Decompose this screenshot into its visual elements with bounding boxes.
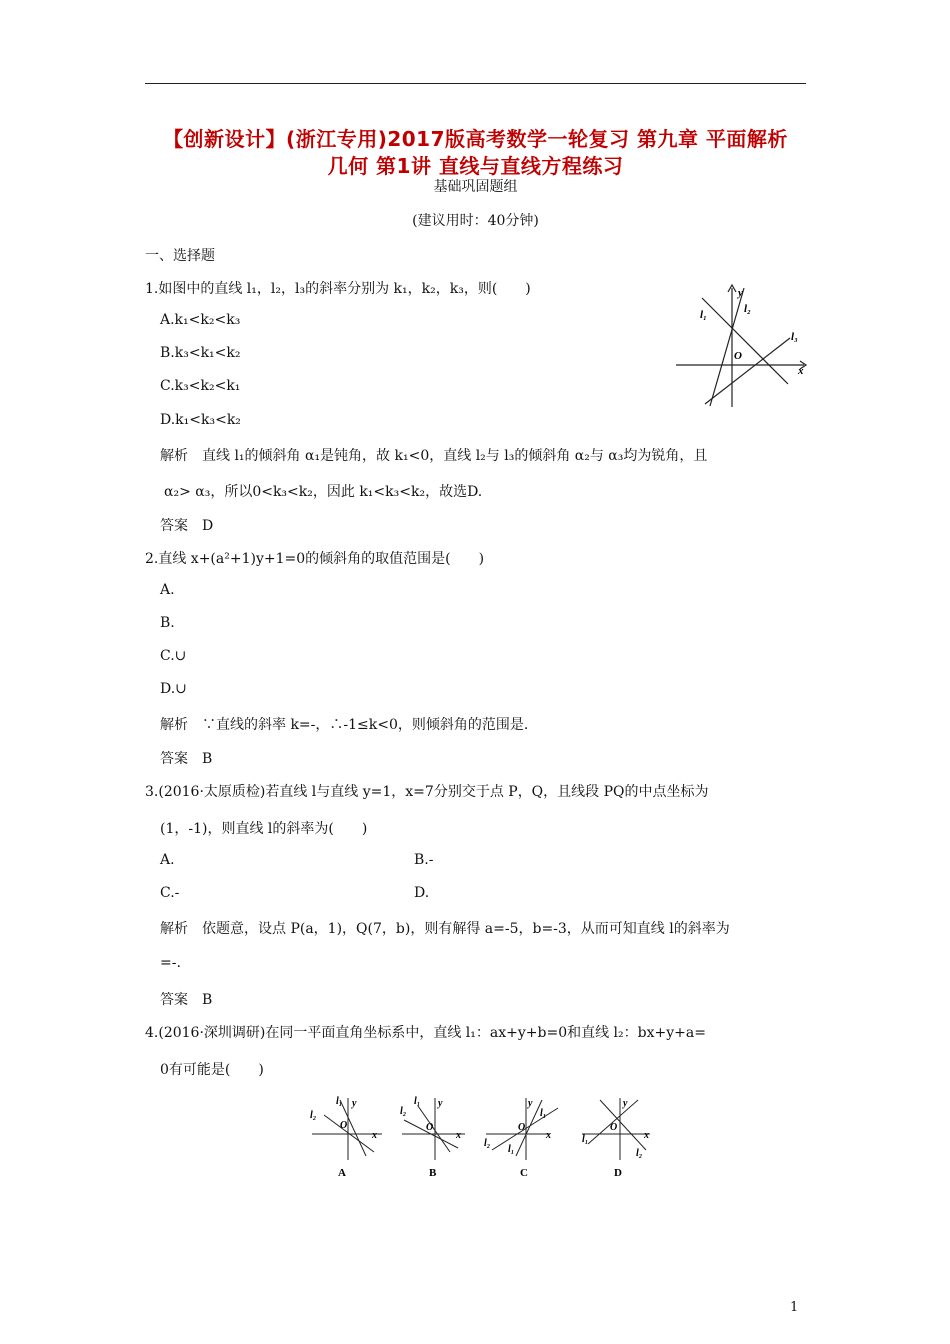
svg-text:O: O [610,1122,618,1133]
q4-caption-b: B [429,1167,437,1179]
header-rule [145,83,806,84]
q1-option-d: D.k₁<k₃<k₂ [160,412,241,428]
q1-analysis-line1: 解析 直线 l₁的倾斜角 α₁是钝角，故 k₁<0，直线 l₂与 l₃的倾斜角 α₂与 α₃均为锐角，且 [160,448,708,464]
q2-option-a: A. [160,582,175,598]
q4-caption-a: A [338,1167,346,1179]
q4-stem-line2: 0有可能是( ) [160,1062,264,1078]
line-l3 [705,338,790,404]
q3-option-a: A. [160,852,175,868]
time-hint: (建议用时：40分钟) [412,213,539,229]
svg-text:l₂: l₂ [636,1148,643,1159]
fig-label-o: O [734,350,742,362]
q2-answer: 答案 B [160,751,213,767]
q3-stem-line1: 3.(2016·太原质检)若直线 l与直线 y=1，x=7分别交于点 P，Q，且线段 PQ的中点坐标为 [145,784,709,800]
svg-text:O: O [340,1120,348,1131]
fig-label-l2: l₂ [744,303,751,315]
svg-text:x: x [372,1130,377,1141]
q1-answer: 答案 D [160,518,214,534]
q4-stem-line1: 4.(2016·深圳调研)在同一平面直角坐标系中，直线 l₁：ax+y+b=0和直线 l₂：bx+y+a= [145,1025,706,1041]
section-label: 一、选择题 [145,248,215,264]
fig-label-l1: l₁ [700,309,707,321]
q1-option-a: A.k₁<k₂<k₃ [160,312,241,328]
q1-option-c: C.k₃<k₂<k₁ [160,378,241,394]
q3-option-d: D. [414,885,430,901]
q1-stem: 1.如图中的直线 l₁，l₂，l₃的斜率分别为 k₁，k₂，k₃，则( ) [145,281,531,297]
q4-figure-c [484,1098,558,1179]
q4-figure-b [400,1096,465,1179]
q4-caption-c: C [520,1167,528,1179]
svg-text:y: y [352,1098,357,1109]
q2-stem: 2.直线 x+(a²+1)y+1=0的倾斜角的取值范围是( ) [145,551,485,567]
q2-option-b: B. [160,615,175,631]
q1-option-b: B.k₃<k₁<k₂ [160,345,241,361]
q1-analysis-line2: α₂> α₃，所以0<k₃<k₂，因此 k₁<k₃<k₂，故选D. [164,484,483,500]
q3-analysis-line1: 解析 依题意，设点 P(a，1)，Q(7，b)，则有解得 a=-5，b=-3，从而可知直线 l的斜率为 [160,921,730,937]
line-l2 [710,288,744,406]
group-name: 基础巩固题组 [433,179,518,195]
svg-text:l₂: l₂ [484,1138,491,1149]
svg-text:l₂: l₂ [310,1110,317,1121]
q4-caption-d: D [614,1167,622,1179]
fig-label-y: y [738,287,743,299]
svg-text:l₁: l₁ [336,1096,343,1107]
svg-text:l₁: l₁ [414,1096,421,1107]
q2-analysis: 解析 ∵直线的斜率 k=-，∴-1≤k<0，则倾斜角的范围是. [160,717,529,733]
svg-text:l₁: l₁ [540,1108,547,1119]
fig-label-l3: l₃ [791,331,798,343]
q3-option-c: C.- [160,885,180,901]
svg-text:y: y [438,1098,443,1109]
q4-figure-a [310,1096,382,1179]
q2-option-d: D.∪ [160,681,187,697]
svg-text:O: O [426,1122,434,1133]
svg-text:x: x [546,1130,551,1141]
doc-title-line2: 几何 第1讲 直线与直线方程练习 [327,154,624,178]
svg-text:y: y [528,1098,533,1109]
svg-text:x: x [644,1130,649,1141]
q3-answer: 答案 B [160,992,213,1008]
q3-stem-line2: (1，-1)，则直线 l的斜率为( ) [160,821,368,837]
q3-analysis-line2: =-. [160,955,181,971]
page-number: 1 [790,1300,799,1315]
svg-text:l₁: l₁ [508,1144,515,1155]
svg-text:O: O [518,1122,526,1133]
q4-figures [300,1090,670,1180]
q2-option-c: C.∪ [160,648,187,664]
fig-label-x: x [798,365,804,377]
q4-figure-d [582,1098,650,1179]
svg-text:l₁: l₁ [582,1134,589,1145]
q3-option-b: B.- [414,852,434,868]
svg-text:l₂: l₂ [400,1106,407,1117]
doc-title-line1: 【创新设计】(浙江专用)2017版高考数学一轮复习 第九章 平面解析 [163,127,788,151]
svg-text:x: x [456,1130,461,1141]
svg-text:y: y [623,1098,628,1109]
q1-figure [672,282,812,412]
